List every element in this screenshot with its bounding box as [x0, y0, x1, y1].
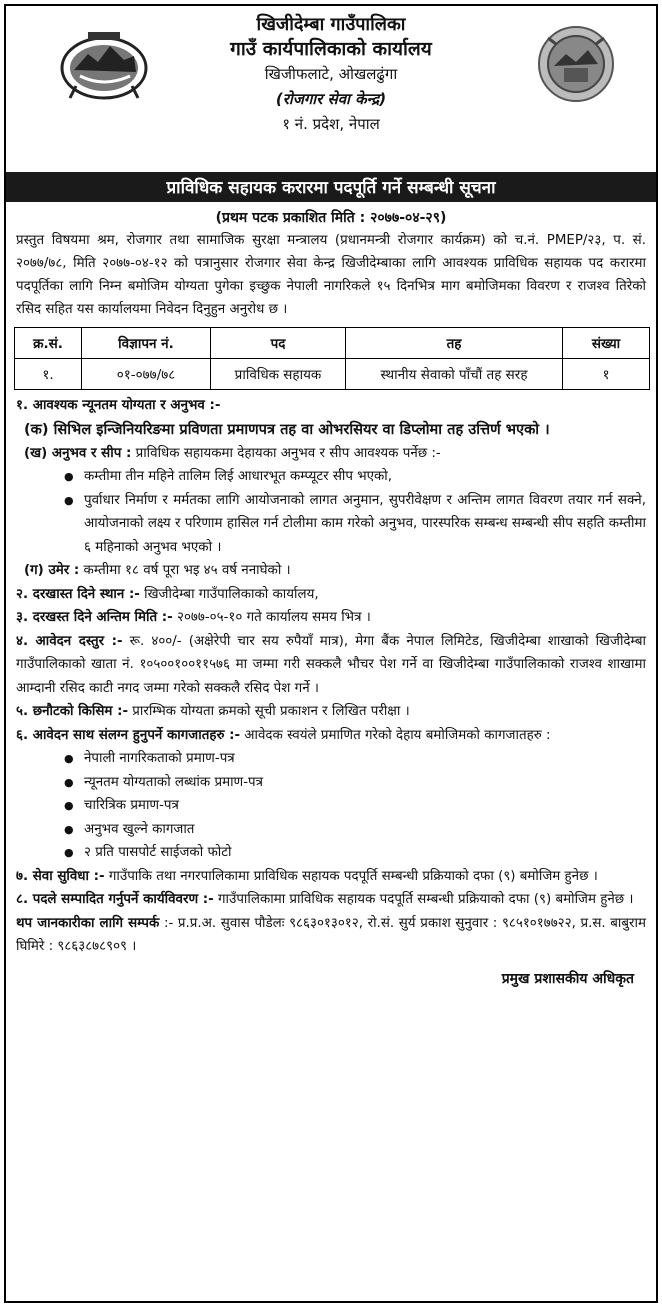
section-8-duties [16, 888, 646, 912]
signatory-title: प्रमुख प्रशासकीय अधिकृत [501, 970, 634, 987]
section-1b-text: प्राविधिक सहायकमा देहायका अनुभव र सीप आवश्यक पर्नेछ :- [131, 445, 441, 461]
section-1b-label: (ख) अनुभव र सीप : [24, 445, 132, 461]
section-6-label: ६. आवेदन साथ संलग्न हुनुपर्ने कागजातहरु :- [16, 727, 241, 743]
section-6-documents [16, 724, 646, 748]
section-5-text: प्रारम्भिक योग्यता क्रमको सूची प्रकाशन र लिखित परीक्षा । [128, 704, 410, 719]
section-1b-experience [24, 442, 646, 466]
section-5-label: ५. छनौटको किसिम :- [16, 704, 129, 719]
section-1c-age [24, 559, 646, 583]
notice-title: प्राविधिक सहायक करारमा पदपूर्ति गर्ने सम्बन्धी सूचना [6, 172, 656, 202]
section-2-text: खिजीदेम्बा गाउँपालिकाको कार्यालय, [139, 586, 319, 602]
list-item: ● चारित्रिक प्रमाण-पत्र [84, 794, 646, 818]
contact-label: थप जानकारीका लागि सम्पर्क [16, 915, 160, 931]
section-8-label: ८. पदले सम्पादित गर्नुपर्ने कार्यविवरण :- [16, 892, 214, 907]
documents-list [6, 747, 656, 865]
section-7-text: गाउँपाकि तथा नगरपालिकामा प्राविधिक सहायक पदपूर्ति सम्बन्धी प्रक्रियाको दफा (९) बमोजिम हुनेछ । [104, 868, 598, 884]
section-1-heading: १. आवश्यक न्यूनतम योग्यता र अनुभव :- [16, 398, 221, 413]
letterhead [6, 6, 656, 172]
table-header-row [15, 328, 650, 359]
section-4-fee [16, 630, 646, 701]
table-row [15, 359, 650, 390]
notice-page [4, 4, 658, 1303]
list-item: ● कम्तीमा तीन महिने तालिम लिई आधारभूत कम्प्यूटर सीप भएको, [84, 465, 646, 489]
intro-paragraph: प्रस्तुत विषयमा श्रम, रोजगार तथा सामाजिक सुरक्षा मन्त्रालय (प्रधानमन्त्री रोजगार कार्यक्रम) को च.नं. PMEP/२३, प. सं. २०७७/७८, मिति २०७७-०४-१२ को पत्रानुसार रोजगार सेवा केन्द्र खिजीदेम्बाका लागि आवश्यक प्राविधिक सहायक पद करारमा पदपूर्तिका लागि निम्न बमोजिम योग्यता पुगेका इच्छुक नेपाली नागरिकले १५ दिनभित्र माग बमोजिमका विवरण र राजश्व तिरेको रसिद सहित यस कार्यालयमा निवेदन दिनुहुन अनुरोध छ । [16, 233, 646, 317]
municipality-name: खिजीदेम्बा गाउँपालिका [256, 14, 406, 35]
cell-post: प्राविधिक सहायक [211, 359, 346, 390]
cell-level: स्थानीय सेवाको पाँचौं तह सरह [346, 359, 563, 390]
nepal-emblem-logo [58, 28, 150, 102]
office-unit: (रोजगार सेवा केन्द्र) [275, 90, 387, 108]
publication-date: (प्रथम पटक प्रकाशित मिति : २०७७-०४-२९) [215, 210, 447, 226]
cell-ad-number: ०१-०७७/७८ [82, 359, 211, 390]
section-3-deadline [16, 606, 646, 630]
section-7-facilities [16, 865, 646, 889]
section-3-label: ३. दरखस्त दिने अन्तिम मिति :- [16, 610, 173, 625]
section-2-place [16, 583, 646, 607]
municipality-seal-logo [526, 24, 626, 104]
col-serial: क्र.सं. [15, 328, 82, 359]
list-item: ● पुर्वाधार निर्माण र मर्मतका लागि आयोजनाको लागत अनुमान, सुपरीवेक्षण र अन्तिम लागत विवरण तयार गर्न सक्ने, आयोजनाको लक्ष्य र परिणाम हासिल गर्न टोलीमा काम गरेको अनुभव, पारस्परिक सम्बन्ध सम्बन्धी सीप सहति कम्तीमा ६ महिनाको अनुभव भएको । [84, 489, 646, 560]
contact-info [16, 912, 646, 959]
section-3-text: २०७७-०५-१० गते कार्यालय समय भित्र । [172, 610, 371, 625]
list-item: ● २ प्रति पासपोर्ट साईजको फोटो [84, 841, 646, 865]
vacancy-table [14, 327, 650, 390]
section-7-label: ७. सेवा सुविधा :- [16, 868, 105, 884]
contact-text: :- प्र.प्र.अ. सुवास पौडेलः ९८६३०१३०१२, रो.सं. सुर्य प्रकाश सुनुवार : ९८५१०१७७२२, प्र.स. बाबुराम घिमिरे : ९८६३८७८९०९ । [16, 915, 646, 954]
col-count: संख्या [563, 328, 650, 359]
section-1c-text: कम्तीमा १८ वर्ष पूरा भइ ४५ वर्ष ननाघेको । [79, 563, 291, 578]
col-ad-number: विज्ञापन नं. [82, 328, 211, 359]
section-1a-qualification: (क) सिभिल इन्जिनियरिङमा प्रविणता प्रमाणपत्र तह वा ओभरसियर वा डिप्लोमा तह उत्तिर्ण भएको । [24, 420, 550, 438]
section-8-text: गाउँपालिकामा प्राविधिक सहायक पदपूर्ति सम्बन्धी प्रक्रियाको दफा (९) बमोजिम हुनेछ । [213, 892, 634, 907]
cell-count: १ [563, 359, 650, 390]
section-4-text: रू. ४००/- (अक्षेरेपी चार सय रुपैयाँ मात्र), मेगा बैंक नेपाल लिमिटेड, खिजीदेम्बा शाखाको खिजीदेम्बा गाउँपालिकाको खाता नं. १०५००१००११५७६ मा जम्मा गरी सक्कलै भौचर पेश गर्ने वा खिजीदेम्बा गाउँपालिकाको राजश्व शाखामा आम्दानी रसिद काटी नगद जम्मा गरेको सक्कलै रसिद पेश गर्ने । [16, 633, 646, 696]
cell-serial: १. [15, 359, 82, 390]
office-address: खिजीफलाटे, ओखलढुंगा [264, 65, 398, 83]
office-name: गाउँ कार्यपालिकाको कार्यालय [230, 38, 432, 60]
list-item: ● नेपाली नागरिकताको प्रमाण-पत्र [84, 747, 646, 771]
experience-list [6, 465, 656, 559]
section-5-selection [16, 700, 646, 724]
list-item: ● न्यूनतम योग्यताको लब्धांक प्रमाण-पत्र [84, 771, 646, 795]
section-4-label: ४. आवेदन दस्तुर :- [16, 633, 123, 649]
col-post: पद [211, 328, 346, 359]
col-level: तह [346, 328, 563, 359]
list-item: ● अनुभव खुल्ने कागजात [84, 818, 646, 842]
province: १ नं. प्रदेश, नेपाल [282, 115, 380, 133]
section-2-label: २. दरखास्त दिने स्थान :- [16, 586, 140, 602]
section-1c-label: (ग) उमेर : [24, 563, 80, 578]
section-6-text: आवेदक स्वयंले प्रमाणित गरेको देहाय बमोजिमको कागजातहरु : [240, 727, 551, 743]
